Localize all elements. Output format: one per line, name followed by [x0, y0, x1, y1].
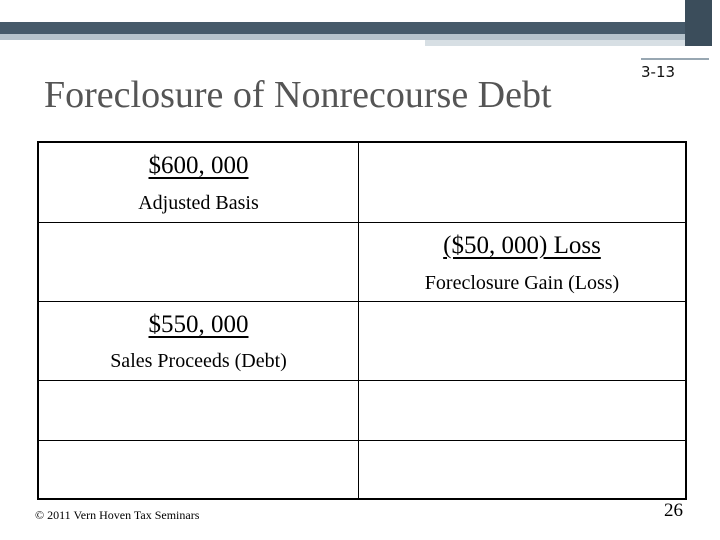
slide-code: 3-13: [641, 58, 709, 81]
page-number: 26: [664, 500, 683, 521]
table-cell-empty: [359, 143, 685, 223]
header-bar-accent: [425, 40, 712, 46]
gain-loss-label: Foreclosure Gain (Loss): [424, 272, 620, 294]
gain-loss-amount: ($50, 000) Loss: [443, 232, 601, 259]
table-cell-gain-loss: [359, 223, 685, 302]
slide-title: Foreclosure of Nonrecourse Debt: [44, 74, 552, 116]
table-cell-adjusted-basis: [39, 143, 359, 223]
table-cell-empty: [359, 302, 685, 381]
header-top-band: [0, 0, 720, 22]
table-cell-empty: [359, 441, 685, 498]
table-cell-sales-proceeds: [39, 302, 359, 381]
table-cell-empty: [39, 441, 359, 498]
table-cell-empty: [39, 381, 359, 441]
copyright-footer: © 2011 Vern Hoven Tax Seminars: [35, 508, 200, 522]
adjusted-basis-label: Adjusted Basis: [138, 192, 259, 214]
sales-proceeds-amount: $550, 000: [148, 311, 249, 338]
header-bar-dark: [0, 22, 712, 34]
table-cell-empty: [359, 381, 685, 441]
table-cell-empty: [39, 223, 359, 302]
header-corner-block: [685, 0, 712, 46]
foreclosure-table: [37, 141, 687, 500]
sales-proceeds-label: Sales Proceeds (Debt): [110, 350, 287, 372]
adjusted-basis-amount: $600, 000: [148, 152, 249, 179]
